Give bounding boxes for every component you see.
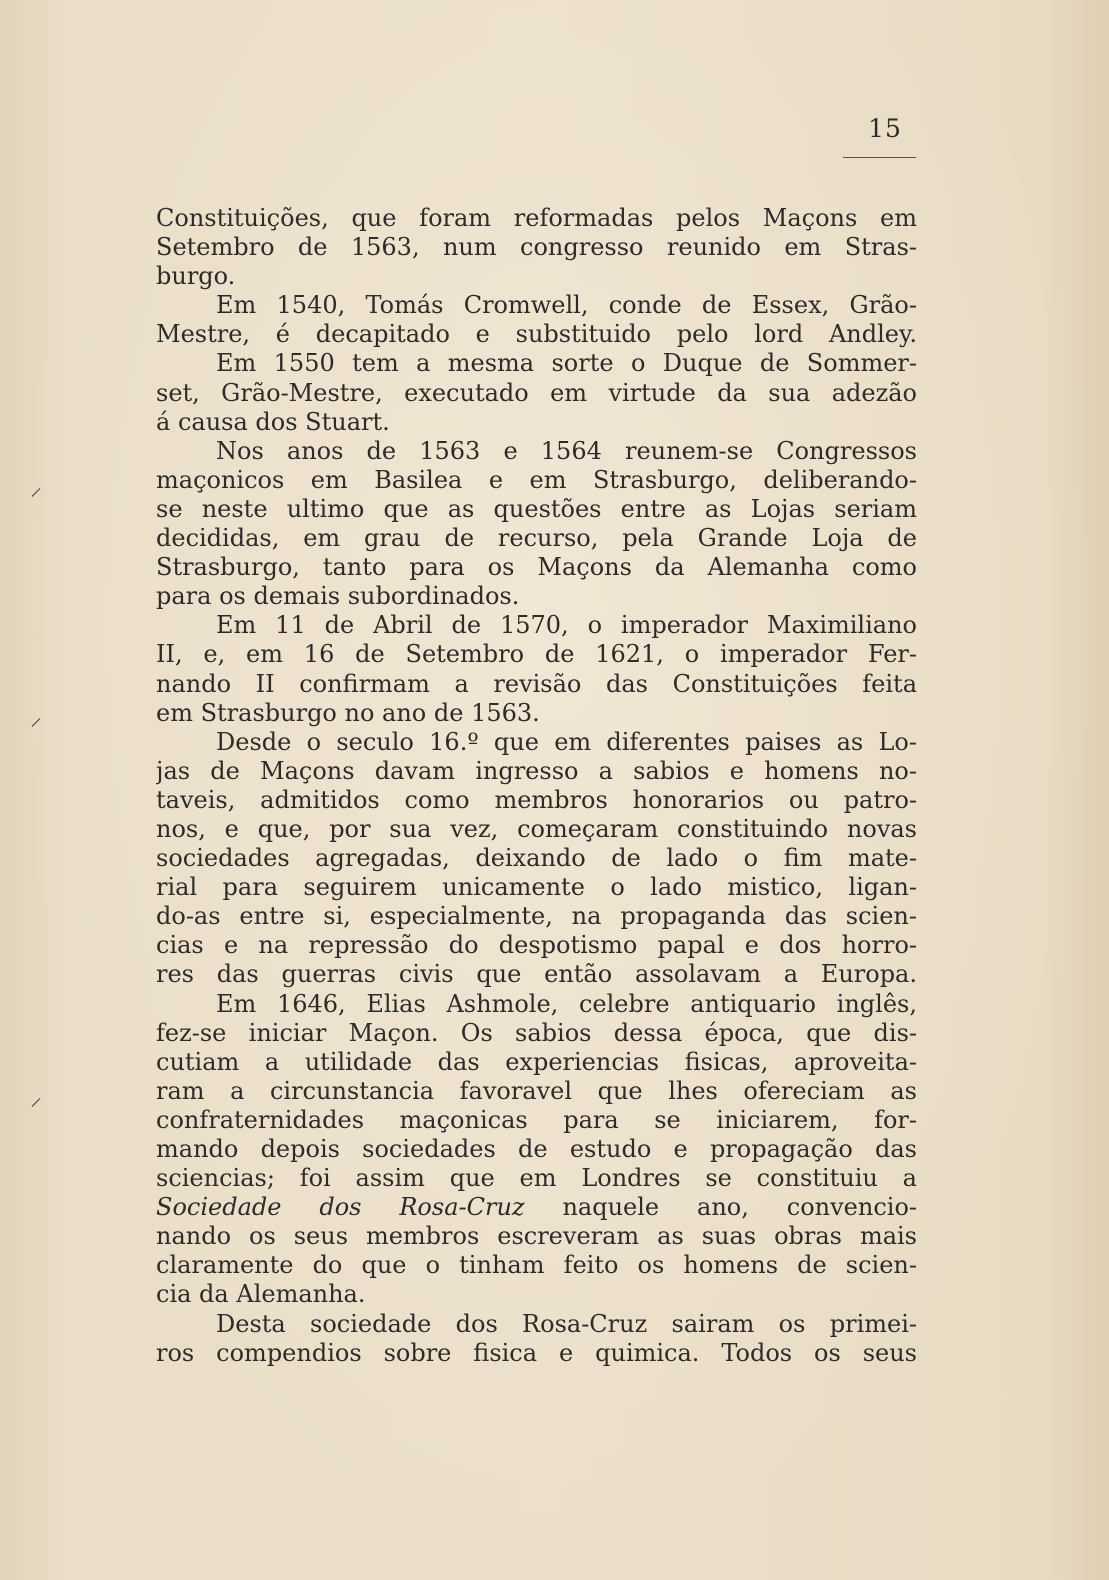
text-line: para os demais subordinados. (156, 582, 520, 611)
text-line: ros compendios sobre fisica e quimica. Todos os seus (156, 1338, 917, 1367)
text-line: nando II confirmam a revisão das Constituições feita (156, 669, 917, 698)
page-number-rule (843, 157, 916, 158)
margin-mark: ⸝ (30, 1083, 42, 1111)
text-line: decididas, em grau de recurso, pela Grande Loja de (156, 524, 917, 553)
text-line: maçonicos em Basilea e em Strasburgo, deliberando- (156, 465, 917, 494)
text-line: em Strasburgo no ano de 1563. (156, 698, 540, 727)
text-line: nos, e que, por sua vez, começaram constituindo novas (156, 814, 917, 843)
text-line: Strasburgo, tanto para os Maçons da Alemanha como (156, 553, 917, 582)
text-line: cia da Alemanha. (156, 1280, 366, 1309)
text-line: set, Grão-Mestre, executado em virtude da sua adezão (156, 378, 917, 407)
text-line: Desde o seculo 16.º que em diferentes paises as Lo- (216, 727, 917, 756)
text-line: Em 1646, Elias Ashmole, celebre antiquario inglês, (216, 989, 917, 1018)
margin-mark: ⸝ (30, 473, 42, 501)
margin-mark: ⸝ (30, 703, 42, 731)
text-line-with-italic (156, 1193, 917, 1222)
italic-society-name: Sociedade dos Rosa-Cruz (156, 1193, 525, 1222)
text-line: nando os seus membros escreveram as suas obras mais (156, 1222, 917, 1251)
text-line: res das guerras civis que então assolavam a Europa. (156, 960, 917, 989)
text-line: sciencias; foi assim que em Londres se constituiu a (156, 1164, 917, 1193)
text-line: do-as entre si, especialmente, na propaganda das scien- (156, 902, 917, 931)
text-line: Em 1540, Tomás Cromwell, conde de Essex, Grão- (216, 291, 917, 320)
text-line: se neste ultimo que as questões entre as Lojas seriam (156, 494, 917, 523)
text-line: Mestre, é decapitado e substituido pelo lord Andley. (156, 320, 917, 349)
text-line: sociedades agregadas, deixando de lado o fim mate- (156, 844, 917, 873)
text-line: mando depois sociedades de estudo e propagação das (156, 1135, 917, 1163)
text-line: Desta sociedade dos Rosa-Cruz sairam os primei- (216, 1309, 917, 1338)
text-line: jas de Maçons davam ingresso a sabios e homens no- (156, 756, 917, 785)
text-line-tail: naquele ano, convencio- (562, 1193, 917, 1222)
text-line: Em 11 de Abril de 1570, o imperador Maximiliano (216, 611, 917, 640)
text-line: rial para seguirem unicamente o lado mistico, ligan- (156, 873, 917, 902)
text-line: Nos anos de 1563 e 1564 reunem-se Congressos (216, 436, 917, 465)
text-line: cutiam a utilidade das experiencias fisicas, aproveita- (156, 1047, 917, 1076)
text-line: á causa dos Stuart. (156, 407, 390, 436)
body-text (156, 204, 917, 1368)
text-line: confraternidades maçonicas para se iniciarem, for- (156, 1105, 917, 1134)
text-line: Constituições, que foram reformadas pelos Maçons em (156, 204, 917, 232)
text-line: fez-se iniciar Maçon. Os sabios dessa época, que dis- (156, 1018, 917, 1047)
page-number: 15 (868, 114, 902, 143)
text-line: II, e, em 16 de Setembro de 1621, o imperador Fer- (156, 640, 917, 669)
text-line: burgo. (156, 262, 236, 291)
text-line: ram a circunstancia favoravel que lhes ofereciam as (156, 1076, 917, 1105)
text-line: claramente do que o tinham feito os homens de scien- (156, 1251, 917, 1280)
text-line: cias e na repressão do despotismo papal e dos horro- (156, 931, 917, 960)
text-line: Setembro de 1563, num congresso reunido em Stras- (156, 233, 917, 262)
text-line: taveis, admitidos como membros honorarios ou patro- (156, 785, 917, 814)
text-line: Em 1550 tem a mesma sorte o Duque de Sommer- (216, 349, 917, 378)
